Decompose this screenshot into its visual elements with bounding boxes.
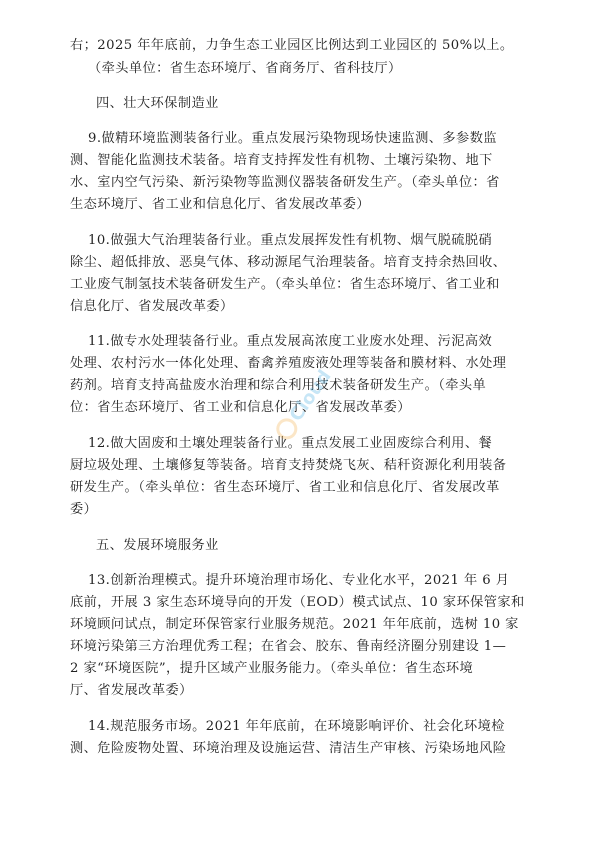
text-line: 12.做大固废和土壤处理装备行业。重点发展工业固废综合利用、餐 [88,436,493,451]
text-line: 测、危险废物处置、环境治理及设施运营、清洁生产审核、污染场地风险 [70,741,507,756]
section-heading-four: 四、壮大环保制造业 [96,96,219,111]
text-line: 信息化厅、省发展改革委） [70,299,234,314]
text-line: 厅、省发展改革委） [70,683,193,698]
text-line: 委） [70,502,98,517]
text-line: 10.做强大气治理装备行业。重点发展挥发性有机物、烟气脱硫脱硝 [88,233,493,248]
text-line: 环境污染第三方治理优秀工程；在省会、胶东、鲁南经济圈分别建设 1— [70,639,507,654]
text-line: 研发生产。（牵头单位：省生态环境厅、省工业和信息化厅、省发展改革 [70,480,500,495]
text-line: 位：省生态环境厅、省工业和信息化厅、省发展改革委） [70,400,411,415]
text-line: 水、室内空气污染、新污染物等监测仪器装备研发生产。（牵头单位：省 [70,175,500,190]
watermark-text: Cloud [285,366,336,426]
text-line: 环境顾问试点，制定环保管家行业服务规范。2021 年年底前，选树 10 家 [70,617,519,632]
text-line: 生态环境厅、省工业和信息化厅、省发展改革委） [70,197,371,212]
text-line: 测、智能化监测技术装备。培育支持挥发性有机物、土壤污染物、地下 [70,153,493,168]
text-line: 14.规范服务市场。2021 年年底前，在环境影响评价、社会化环境检 [88,719,505,734]
section-heading-five: 五、发展环境服务业 [96,538,219,553]
text-line: 药剂。培育支持高盐废水治理和综合利用技术装备研发生产。（牵头单 [70,378,487,393]
text-line: 右；2025 年年底前，力争生态工业园区比例达到工业园区的 50%以上。 [70,38,514,53]
text-line: 除尘、超低排放、恶臭气体、移动源尾气治理装备。培育支持余热回收、 [70,255,507,270]
text-line: 底前，开展 3 家生态环境导向的开发（EOD）模式试点、10 家环保管家和 [70,595,525,610]
text-line: 11.做专水处理装备行业。重点发展高浓度工业废水处理、污泥高效 [88,334,493,349]
text-line: 处理、农村污水一体化处理、畜禽养殖废液处理等装备和膜材料、水处理 [70,356,507,371]
text-line: 厨垃圾处理、土壤修复等装备。培育支持焚烧飞灰、秸秆资源化利用装备 [70,458,507,473]
text-line: 2 家“环境医院”，提升区域产业服务能力。（牵头单位：省生态环境 [70,661,474,676]
text-line: 13.创新治理模式。提升环境治理市场化、专业化水平，2021 年 6 月 [88,573,510,588]
text-line: 工业废气制氢技术装备研发生产。（牵头单位：省生态环境厅、省工业和 [70,277,500,292]
text-line: 9.做精环境监测装备行业。重点发展污染物现场快速监测、多参数监 [88,131,497,146]
text-line: （牵头单位：省生态环境厅、省商务厅、省科技厅） [88,61,402,76]
